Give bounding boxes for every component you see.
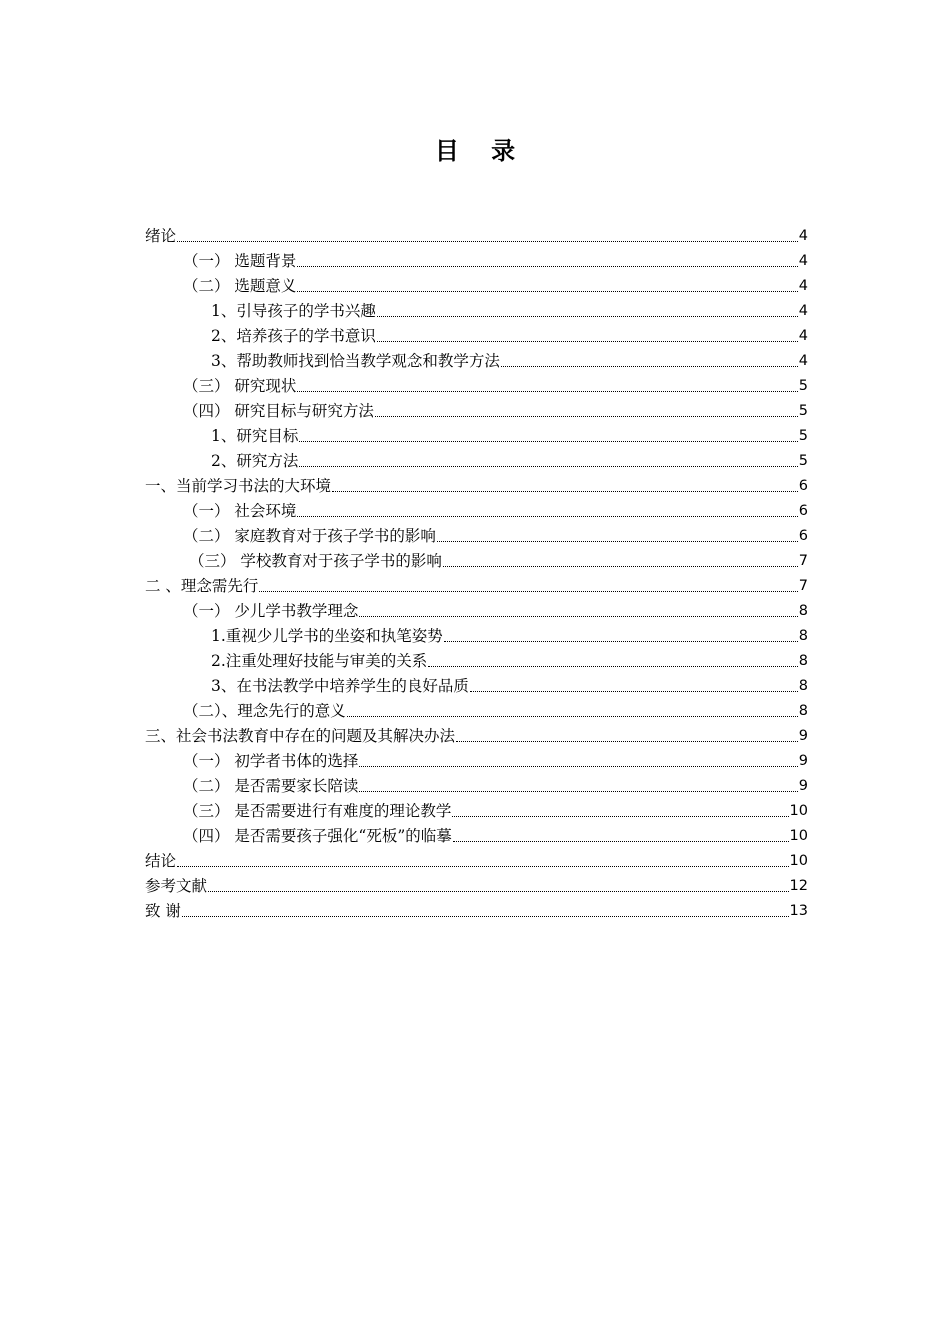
toc-dot-leader [297, 391, 797, 392]
toc-dot-leader [299, 466, 797, 467]
toc-page-number: 13 [789, 903, 808, 919]
toc-page-number: 8 [798, 628, 808, 644]
toc-dot-leader [375, 416, 798, 417]
toc-dot-leader [470, 691, 798, 692]
toc-entry[interactable] [145, 674, 808, 699]
toc-entry-text: 一、当前学习书法的大环境 [145, 477, 332, 495]
toc-page-number: 10 [789, 803, 808, 819]
toc-page-number: 4 [798, 328, 808, 344]
toc-entry-text: （一） 社会环境 [183, 502, 297, 520]
toc-entry-text: （三） 学校教育对于孩子学书的影响 [189, 552, 442, 570]
toc-entry-text: （三） 研究现状 [183, 377, 297, 395]
toc-page-number: 4 [798, 278, 808, 294]
toc-dot-leader [453, 841, 789, 842]
toc-page-number: 9 [798, 753, 808, 769]
toc-page-number: 8 [798, 703, 808, 719]
toc-entry[interactable] [145, 599, 808, 624]
toc-entry-text: 2、研究方法 [211, 452, 299, 470]
toc-entry[interactable] [145, 749, 808, 774]
toc-entry-text: （二） 家庭教育对于孩子学书的影响 [183, 527, 436, 545]
toc-page-number: 5 [798, 453, 808, 469]
toc-entry[interactable] [145, 874, 808, 899]
toc-page-number: 6 [798, 478, 808, 494]
toc-page-number: 8 [798, 603, 808, 619]
toc-dot-leader [359, 766, 797, 767]
toc-entry-text: （三） 是否需要进行有难度的理论教学 [183, 802, 452, 820]
toc-entry-text: 3、在书法教学中培养学生的良好品质 [211, 677, 469, 695]
toc-entry-text: （四） 研究目标与研究方法 [183, 402, 374, 420]
toc-page-number: 4 [798, 303, 808, 319]
toc-entry[interactable] [145, 549, 808, 574]
toc-entry[interactable] [145, 724, 808, 749]
toc-entry[interactable] [145, 524, 808, 549]
toc-entry-text: 参考文献 [145, 877, 208, 895]
toc-entry[interactable] [145, 649, 808, 674]
toc-entry[interactable] [145, 299, 808, 324]
toc-entry-text: 1、引导孩子的学书兴趣 [211, 302, 376, 320]
toc-entry[interactable] [145, 849, 808, 874]
toc-page-number: 7 [798, 578, 808, 594]
toc-entry[interactable] [145, 274, 808, 299]
toc-entry[interactable] [145, 499, 808, 524]
toc-dot-leader [501, 366, 798, 367]
toc-entry-text: 三、社会书法教育中存在的问题及其解决办法 [145, 727, 456, 745]
toc-entry-text: （二） 是否需要家长陪读 [183, 777, 359, 795]
toc-dot-leader [443, 566, 798, 567]
toc-entry[interactable] [145, 899, 808, 924]
toc-entry-text: 2.注重处理好技能与审美的关系 [211, 652, 428, 670]
toc-page-number: 6 [798, 503, 808, 519]
toc-entry[interactable] [145, 799, 808, 824]
toc-title: 目 录 [434, 137, 528, 165]
toc-entry[interactable] [145, 449, 808, 474]
toc-dot-leader [297, 291, 797, 292]
toc-entry[interactable] [145, 249, 808, 274]
toc-entry-text: 1、研究目标 [211, 427, 299, 445]
toc-page-number: 10 [789, 853, 808, 869]
toc-entry[interactable] [145, 699, 808, 724]
toc-list [145, 224, 808, 924]
toc-dot-leader [377, 341, 798, 342]
toc-entry[interactable] [145, 374, 808, 399]
toc-page-number: 10 [789, 828, 808, 844]
toc-entry-text: 二 、理念需先行 [145, 577, 259, 595]
toc-entry-text: 2、培养孩子的学书意识 [211, 327, 376, 345]
toc-page-number: 8 [798, 678, 808, 694]
toc-entry-text: （一） 初学者书体的选择 [183, 752, 359, 770]
toc-dot-leader [182, 916, 789, 917]
toc-page-number: 9 [798, 778, 808, 794]
toc-dot-leader [177, 866, 789, 867]
toc-page-number: 6 [798, 528, 808, 544]
toc-page-number: 7 [798, 553, 808, 569]
toc-entry-text: （二）、理念先行的意义 [183, 702, 346, 720]
toc-dot-leader [428, 666, 797, 667]
toc-entry-text: （一） 少儿学书教学理念 [183, 602, 359, 620]
toc-dot-leader [299, 441, 797, 442]
toc-entry-text: 1.重视少儿学书的坐姿和执笔姿势 [211, 627, 443, 645]
toc-entry[interactable] [145, 474, 808, 499]
toc-page-number: 5 [798, 428, 808, 444]
toc-page-number: 8 [798, 653, 808, 669]
toc-entry[interactable] [145, 324, 808, 349]
toc-entry[interactable] [145, 774, 808, 799]
toc-dot-leader [456, 741, 798, 742]
toc-page-number: 4 [798, 253, 808, 269]
toc-entry[interactable] [145, 349, 808, 374]
toc-dot-leader [297, 516, 797, 517]
toc-dot-leader [452, 816, 788, 817]
toc-entry-text: （四） 是否需要孩子强化“死板”的临摹 [183, 827, 452, 845]
toc-entry-text: （一） 选题背景 [183, 252, 297, 270]
toc-entry-text: （二） 选题意义 [183, 277, 297, 295]
toc-page-number: 4 [798, 228, 808, 244]
toc-entry[interactable] [145, 574, 808, 599]
toc-page-number: 5 [798, 403, 808, 419]
toc-page-number: 4 [798, 353, 808, 369]
toc-entry[interactable] [145, 224, 808, 249]
toc-entry[interactable] [145, 424, 808, 449]
toc-dot-leader [177, 241, 798, 242]
toc-entry-text: 3、帮助教师找到恰当教学观念和教学方法 [211, 352, 500, 370]
toc-dot-leader [359, 791, 797, 792]
toc-entry-text: 结论 [145, 852, 177, 870]
toc-dot-leader [444, 641, 798, 642]
toc-dot-leader [377, 316, 798, 317]
toc-entry-text: 致 谢 [145, 902, 181, 920]
toc-dot-leader [359, 616, 797, 617]
toc-entry[interactable] [145, 624, 808, 649]
toc-entry[interactable] [145, 824, 808, 849]
toc-dot-leader [259, 591, 797, 592]
toc-dot-leader [347, 716, 798, 717]
toc-page-number: 9 [798, 728, 808, 744]
toc-dot-leader [208, 891, 789, 892]
toc-page-number: 5 [798, 378, 808, 394]
toc-entry-text: 绪论 [145, 227, 177, 245]
toc-dot-leader [332, 491, 798, 492]
toc-dot-leader [437, 541, 798, 542]
toc-entry[interactable] [145, 399, 808, 424]
toc-page-number: 12 [789, 878, 808, 894]
toc-dot-leader [297, 266, 797, 267]
